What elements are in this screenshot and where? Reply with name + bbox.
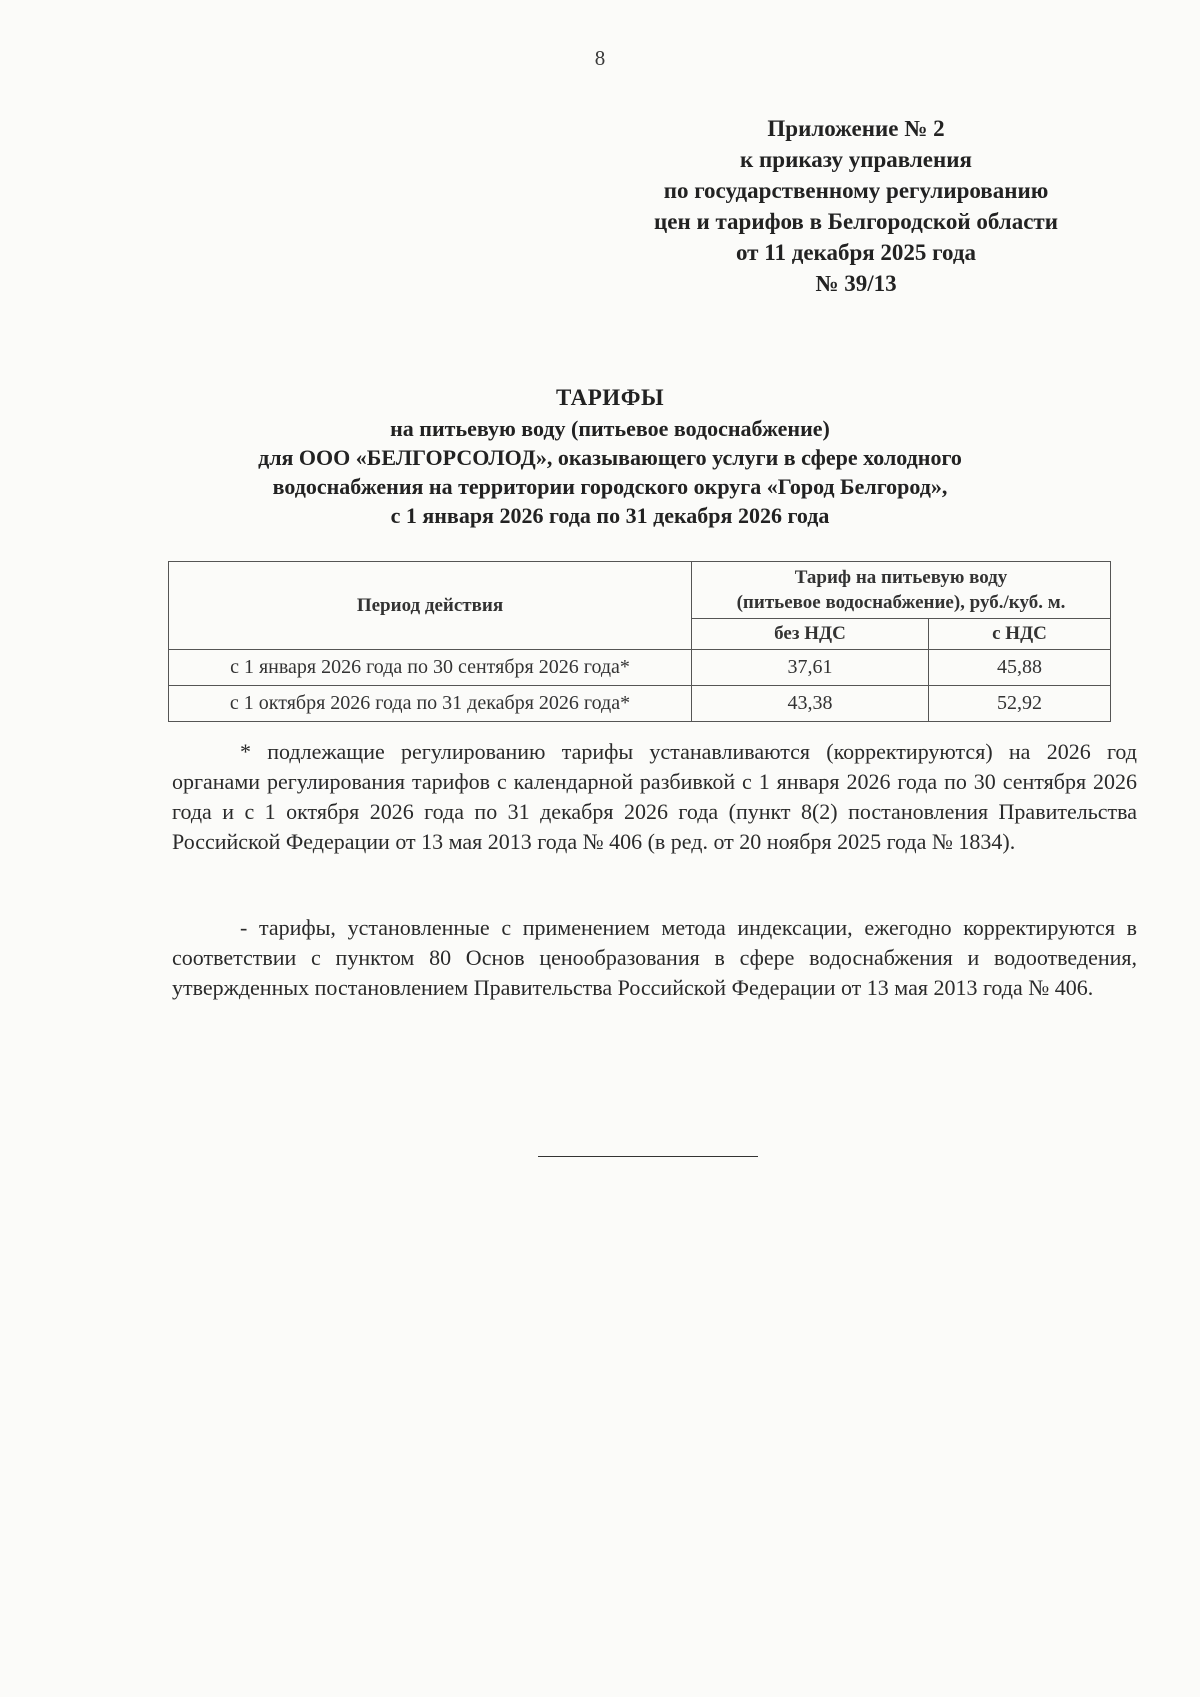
vat-cell: 52,92 <box>929 686 1111 722</box>
appendix-line: от 11 декабря 2025 года <box>735 240 977 265</box>
title-line: с 1 января 2026 года по 31 декабря 2026 года <box>390 503 830 528</box>
end-divider <box>538 1156 758 1157</box>
vat-header: с НДС <box>929 619 1111 650</box>
tariff-table <box>168 561 1111 722</box>
indexation-text: - тарифы, установленные с применением метода индексации, ежегодно корректируются в соответствии с пунктом 80 Основ ценообразования в сфере водоснабжения и водоотведения, утвержденных постановлением Правительства Российской Федерации от 13 мая 2013 года № 406. <box>172 915 1137 1000</box>
document-title: ТАРИФЫ <box>555 385 665 410</box>
table-row <box>169 686 1111 722</box>
vat-cell: 45,88 <box>929 650 1111 686</box>
tariff-header-line: (питьевое водоснабжение), руб./куб. м. <box>736 592 1066 613</box>
appendix-block <box>600 113 1112 299</box>
table-row <box>169 650 1111 686</box>
title-line: на питьевую воду (питьевое водоснабжение) <box>390 416 830 441</box>
tariff-header-line: Тариф на питьевую воду <box>794 567 1008 588</box>
period-cell: с 1 января 2026 года по 30 сентября 2026 года* <box>169 650 692 686</box>
footnote-paragraph <box>172 737 1137 857</box>
appendix-line: к приказу управления <box>740 147 972 172</box>
appendix-line: по государственному регулированию <box>663 178 1049 203</box>
no-vat-cell: 37,61 <box>692 650 929 686</box>
period-header: Период действия <box>169 562 692 650</box>
no-vat-header: без НДС <box>692 619 929 650</box>
appendix-line: цен и тарифов в Белгородской области <box>654 209 1058 234</box>
indexation-note <box>172 913 1137 1003</box>
footnote-text: * подлежащие регулированию тарифы устанавливаются (корректируются) на 2026 год органами регулирования тарифов с календарной разбивкой с 1 января 2026 года по 30 сентября 2026 года и с 1 октября 2026 года по 31 декабря 2026 года (пункт 8(2) постановления Правительства Российской Федерации от 13 мая 2013 года № 406 (в ред. от 20 ноября 2025 года № 1834). <box>172 739 1137 854</box>
title-line: для ООО «БЕЛГОРСОЛОД», оказывающего услуги в сфере холодного <box>258 445 962 470</box>
no-vat-cell: 43,38 <box>692 686 929 722</box>
appendix-line: Приложение № 2 <box>767 116 945 141</box>
title-line: водоснабжения на территории городского округа «Город Белгород», <box>272 474 948 499</box>
page-number: 8 <box>594 46 606 70</box>
title-block <box>150 383 1070 530</box>
tariff-header <box>692 562 1111 619</box>
appendix-line: № 39/13 <box>815 271 897 296</box>
period-cell: с 1 октября 2026 года по 31 декабря 2026 года* <box>169 686 692 722</box>
